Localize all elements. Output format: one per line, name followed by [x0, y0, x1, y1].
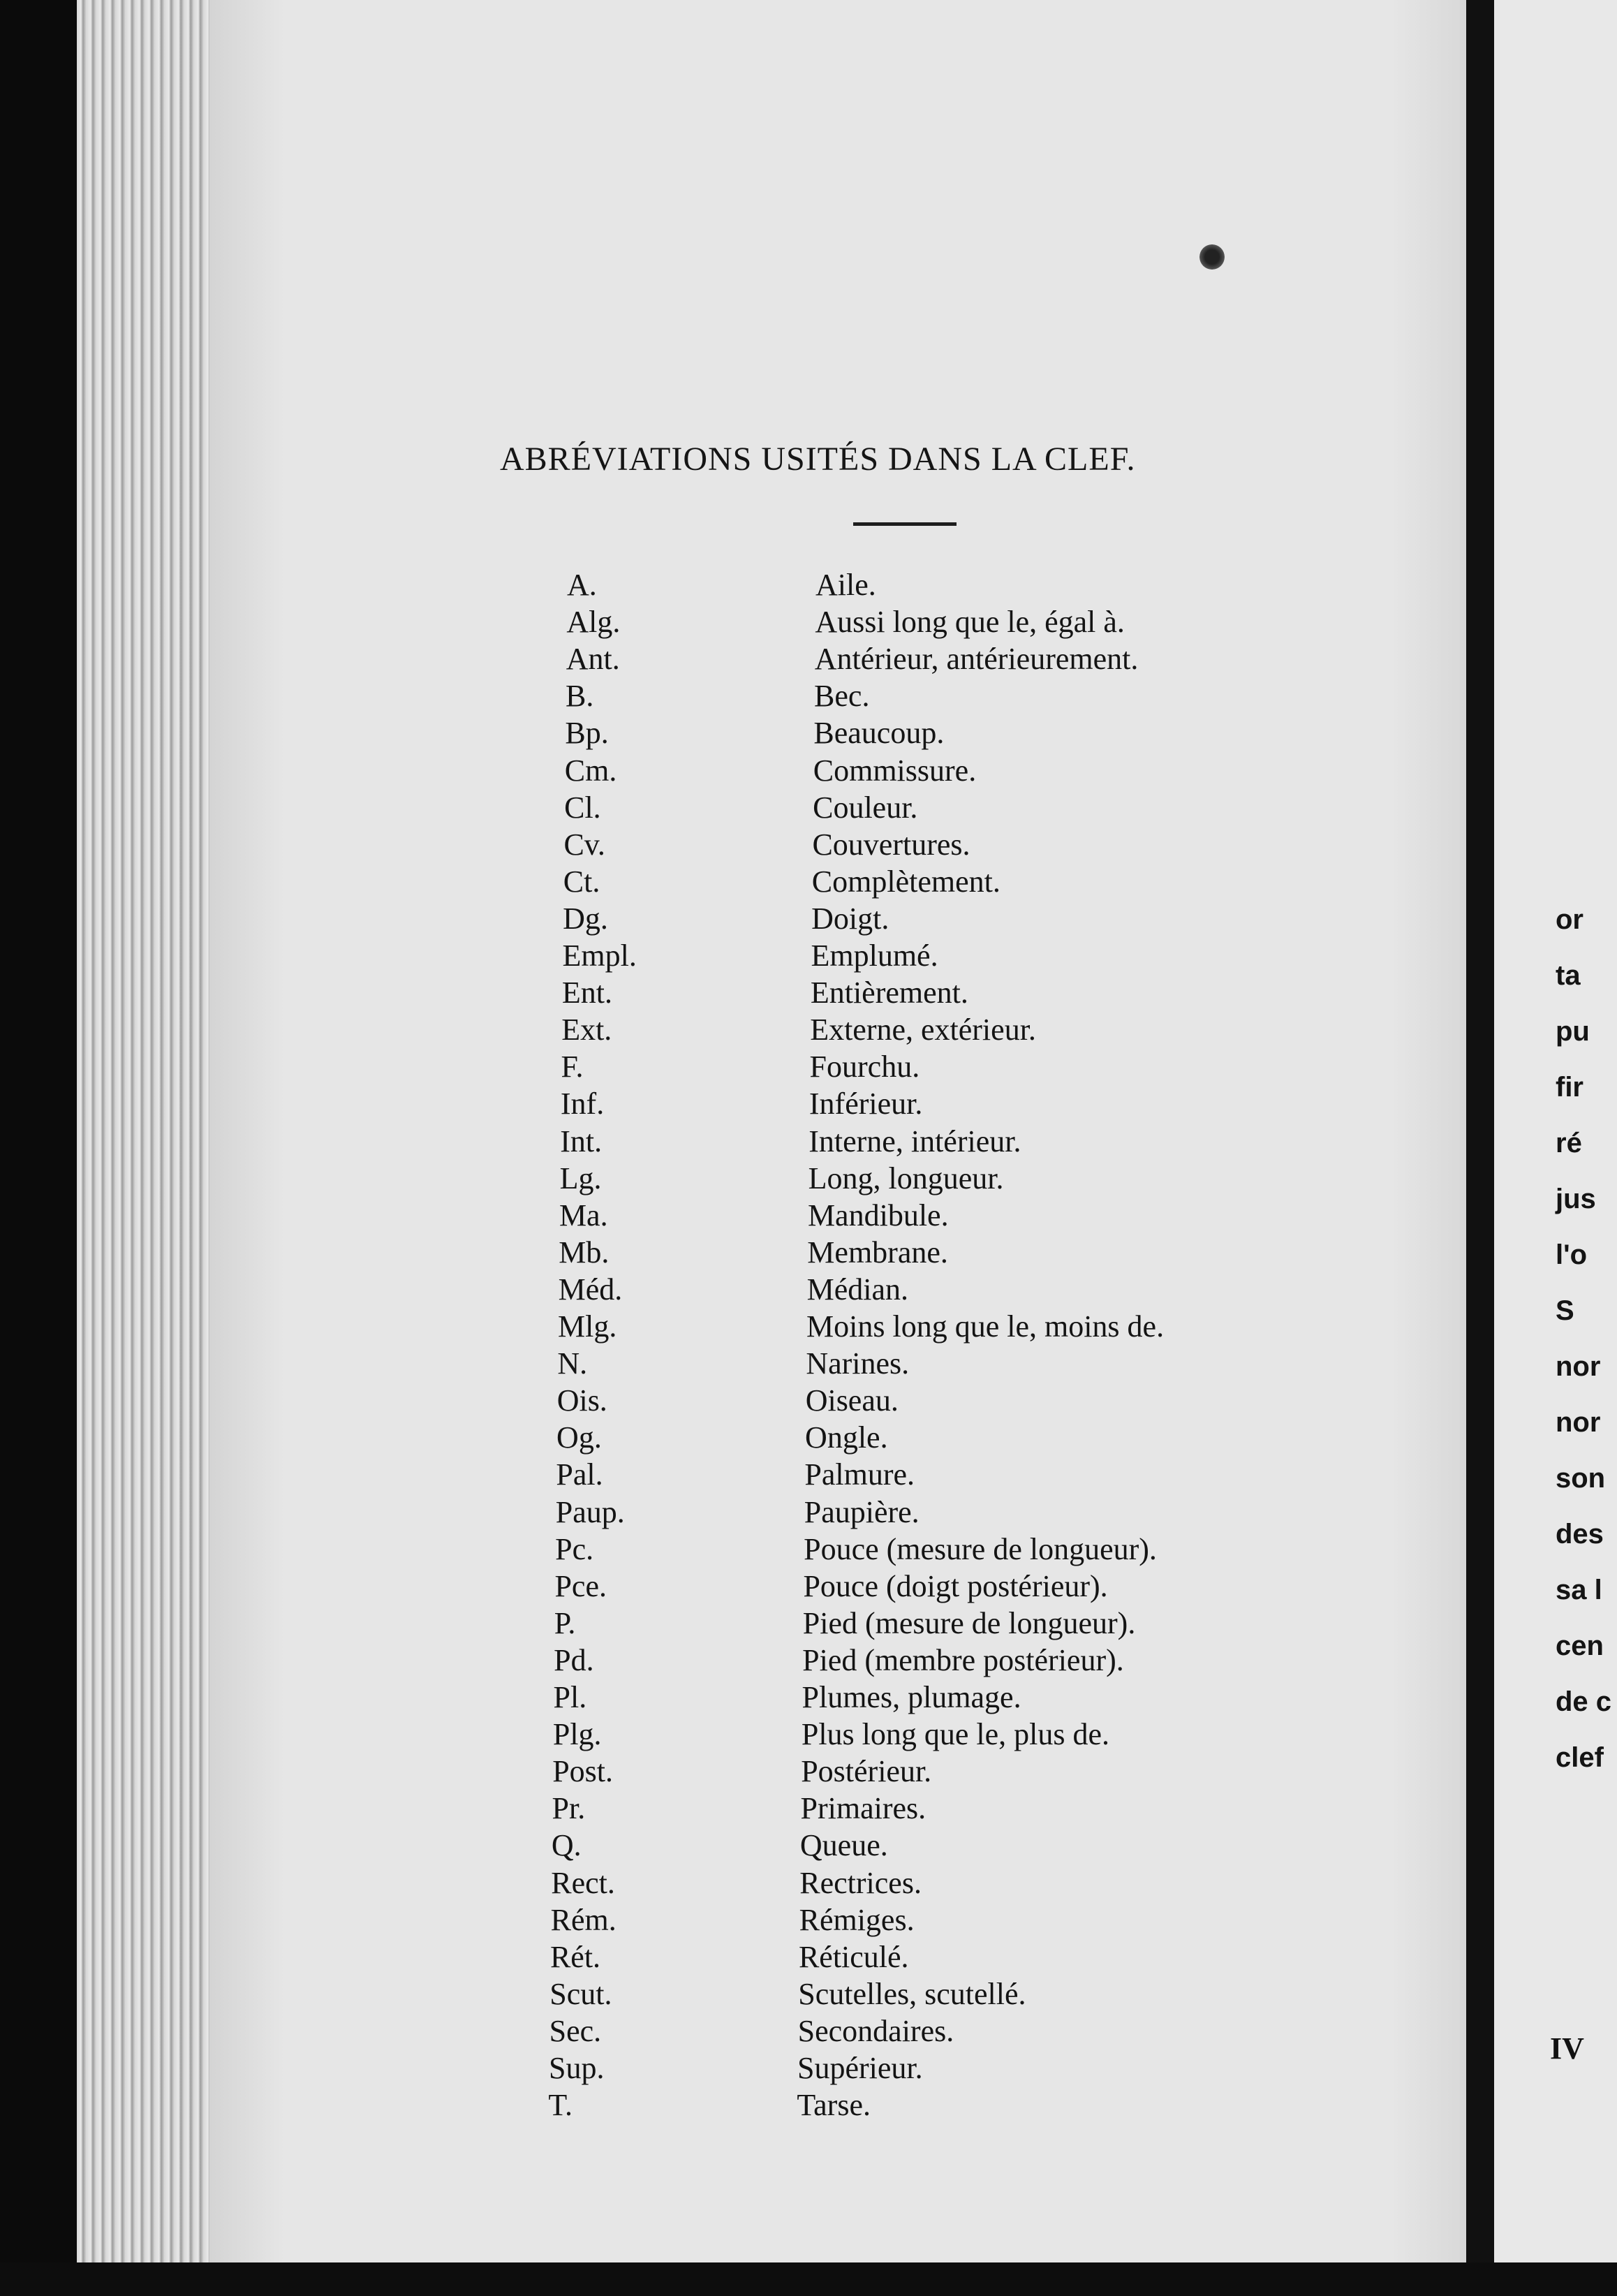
- list-item: [563, 864, 1331, 900]
- abbreviation: N.: [557, 1346, 588, 1381]
- abbreviation-meaning: Paupière.: [804, 1494, 920, 1529]
- list-item: [565, 753, 1333, 789]
- abbreviation: Sec.: [549, 2013, 602, 2048]
- adjacent-page-fragment: l'o: [1556, 1239, 1588, 1270]
- adjacent-page-fragment: ré: [1556, 1128, 1582, 1158]
- abbreviation-meaning: Médian.: [806, 1272, 909, 1307]
- abbreviation: Cl.: [564, 790, 601, 825]
- abbreviation-meaning: Inférieur.: [808, 1087, 923, 1121]
- abbreviation: P.: [554, 1605, 576, 1640]
- list-item: [561, 1086, 1329, 1122]
- abbreviation-meaning: Pouce (mesure de longueur).: [804, 1531, 1157, 1566]
- abbreviation: Paup.: [555, 1494, 625, 1529]
- list-item: [551, 1865, 1319, 1901]
- list-item: [559, 1235, 1327, 1271]
- adjacent-page-fragment: fir: [1556, 1072, 1583, 1103]
- abbreviation: Pal.: [556, 1457, 603, 1492]
- abbreviation: B.: [566, 679, 594, 714]
- abbreviation-meaning: Couleur.: [813, 790, 918, 825]
- abbreviation-meaning: Plumes, plumage.: [802, 1680, 1021, 1714]
- abbreviation-meaning: Membrane.: [807, 1235, 948, 1270]
- abbreviation-meaning: Emplumé.: [811, 939, 938, 973]
- adjacent-page-fragment: cen: [1556, 1631, 1604, 1661]
- abbreviation: Dg.: [563, 901, 608, 936]
- list-item: [561, 1012, 1329, 1048]
- adjacent-page-fragment: son: [1556, 1463, 1606, 1494]
- abbreviation-meaning: Commissure.: [813, 753, 977, 788]
- abbreviation: Inf.: [560, 1087, 605, 1121]
- abbreviation: Og.: [556, 1420, 602, 1455]
- page-title: ABRÉVIATIONS USITÉS DANS LA CLEF.: [500, 441, 1136, 478]
- abbreviation: Int.: [560, 1124, 603, 1158]
- abbreviation: Mlg.: [558, 1309, 617, 1344]
- list-item: [561, 1049, 1329, 1085]
- abbreviation: T.: [548, 2088, 573, 2123]
- list-item: [549, 2050, 1317, 2087]
- abbreviation: Post.: [552, 1754, 614, 1789]
- abbreviation-meaning: Aile.: [815, 568, 876, 602]
- list-item: [564, 790, 1332, 826]
- adjacent-page-fragment: sa l: [1556, 1575, 1602, 1605]
- abbreviation-meaning: Complètement.: [811, 864, 1001, 899]
- abbreviation-meaning: Pied (mesure de longueur).: [802, 1605, 1136, 1640]
- list-item: [554, 1642, 1322, 1679]
- abbreviation: F.: [561, 1050, 584, 1084]
- abbreviation-meaning: Queue.: [799, 1828, 888, 1863]
- list-item: [567, 567, 1335, 603]
- adjacent-page-fragment: or: [1556, 904, 1583, 935]
- adjacent-page-fragment: de c: [1556, 1686, 1612, 1717]
- abbreviation: Rét.: [549, 1939, 601, 1974]
- abbreviation: Pd.: [554, 1642, 594, 1677]
- abbreviation: Bp.: [565, 716, 609, 751]
- title-rule: [853, 522, 957, 526]
- abbreviation: Ct.: [563, 864, 600, 899]
- abbreviation-meaning: Réticulé.: [798, 1939, 909, 1974]
- list-item: [557, 1383, 1325, 1419]
- abbreviation: Ma.: [559, 1198, 608, 1232]
- list-item: [550, 1939, 1318, 1975]
- list-item: [555, 1531, 1323, 1568]
- abbreviation-meaning: Beaucoup.: [813, 716, 945, 751]
- page-marker: IV: [1550, 2031, 1584, 2066]
- list-item: [566, 641, 1334, 677]
- abbreviation-meaning: Antérieur, antérieurement.: [814, 642, 1139, 677]
- abbreviation-meaning: Entièrement.: [810, 976, 968, 1010]
- abbreviation-meaning: Interne, intérieur.: [808, 1124, 1021, 1158]
- abbreviation: Mb.: [559, 1235, 610, 1270]
- abbreviation-meaning: Tarse.: [797, 2088, 871, 2123]
- scan-border: [0, 2262, 1617, 2296]
- list-item: [556, 1420, 1324, 1456]
- abbreviation: Ant.: [566, 642, 620, 677]
- list-item: [557, 1346, 1325, 1382]
- gutter-shadow: [1466, 0, 1494, 2296]
- list-item: [554, 1568, 1322, 1605]
- list-item: [560, 1124, 1328, 1160]
- abbreviation: Sup.: [549, 2051, 605, 2085]
- abbreviation-meaning: Fourchu.: [809, 1050, 920, 1084]
- abbreviation-meaning: Doigt.: [811, 901, 889, 936]
- page-edge-stack: [77, 0, 209, 2296]
- list-item: [559, 1272, 1327, 1308]
- abbreviation-meaning: Bec.: [814, 679, 870, 714]
- adjacent-page-fragment: nor: [1556, 1351, 1601, 1382]
- list-item: [554, 1679, 1322, 1716]
- list-item: [556, 1457, 1324, 1493]
- abbreviation-meaning: Long, longueur.: [808, 1161, 1004, 1195]
- abbreviation-meaning: Pouce (doigt postérieur).: [803, 1568, 1108, 1603]
- list-item: [563, 938, 1331, 974]
- list-item: [563, 827, 1331, 863]
- abbreviation-meaning: Plus long que le, plus de.: [801, 1717, 1110, 1752]
- abbreviation-meaning: Pied (membre postérieur).: [802, 1642, 1124, 1677]
- list-item: [552, 1827, 1320, 1864]
- abbreviation: Ext.: [561, 1013, 612, 1047]
- list-item: [549, 1976, 1317, 2012]
- list-item: [566, 678, 1334, 714]
- abbreviation-meaning: Primaires.: [800, 1791, 926, 1826]
- abbreviation-meaning: Couvertures.: [812, 827, 970, 862]
- adjacent-page-fragment: S: [1556, 1295, 1574, 1326]
- abbreviation-meaning: Ongle.: [805, 1420, 888, 1455]
- abbreviation: A.: [567, 568, 597, 602]
- adjacent-page-fragment: des: [1556, 1519, 1604, 1550]
- adjacent-page-fragment: jus: [1556, 1184, 1596, 1214]
- list-item: [552, 1790, 1320, 1827]
- abbreviation-meaning: Mandibule.: [807, 1198, 949, 1232]
- ornament-icon: [1199, 244, 1225, 270]
- abbreviation: Pr.: [552, 1791, 586, 1826]
- abbreviation-meaning: Moins long que le, moins de.: [806, 1309, 1165, 1344]
- abbreviation: Cv.: [563, 827, 605, 862]
- list-item: [565, 715, 1333, 751]
- abbreviation: Méd.: [558, 1272, 623, 1307]
- list-item: [549, 2013, 1317, 2050]
- abbreviation-meaning: Secondaires.: [797, 2013, 954, 2048]
- adjacent-page-fragment: ta: [1556, 960, 1581, 991]
- abbreviation: Ent.: [561, 976, 612, 1010]
- abbreviation: Q.: [551, 1828, 582, 1863]
- list-item: [558, 1309, 1326, 1345]
- abbreviation-meaning: Palmure.: [804, 1457, 915, 1492]
- abbreviation-meaning: Rectrices.: [799, 1865, 922, 1900]
- abbreviation: Alg.: [566, 605, 621, 640]
- list-item: [566, 604, 1334, 640]
- abbreviation: Pl.: [553, 1680, 587, 1714]
- abbreviation: Rém.: [550, 1902, 616, 1937]
- abbreviation: Rect.: [551, 1865, 615, 1900]
- abbreviation-meaning: Aussi long que le, égal à.: [815, 605, 1125, 640]
- list-item: [562, 975, 1330, 1011]
- list-item: [554, 1605, 1322, 1642]
- adjacent-page-fragment: clef: [1556, 1742, 1604, 1773]
- list-item: [551, 1902, 1319, 1938]
- list-item: [552, 1753, 1320, 1790]
- abbreviation-meaning: Narines.: [806, 1346, 910, 1381]
- abbreviation: Plg.: [552, 1717, 602, 1752]
- list-item: [548, 2087, 1316, 2124]
- abbreviation: Scut.: [549, 1976, 612, 2011]
- adjacent-page-fragment: nor: [1556, 1407, 1601, 1438]
- abbreviation-meaning: Externe, extérieur.: [810, 1013, 1036, 1047]
- abbreviation: Pc.: [555, 1531, 594, 1566]
- abbreviation: Empl.: [562, 939, 637, 973]
- abbreviation-meaning: Scutelles, scutellé.: [798, 1976, 1026, 2011]
- list-item: [563, 901, 1331, 937]
- abbreviation: Ois.: [556, 1383, 607, 1418]
- list-item: [560, 1161, 1328, 1197]
- abbreviation-meaning: Oiseau.: [805, 1383, 899, 1418]
- abbreviation: Cm.: [564, 753, 617, 788]
- abbreviation-meaning: Postérieur.: [801, 1754, 932, 1789]
- list-item: [559, 1198, 1327, 1234]
- abbreviation-meaning: Rémiges.: [799, 1902, 915, 1937]
- abbreviation: Lg.: [559, 1161, 602, 1195]
- abbreviation-meaning: Supérieur.: [797, 2051, 923, 2085]
- adjacent-page-fragment: pu: [1556, 1016, 1590, 1047]
- abbreviation: Pce.: [554, 1568, 607, 1603]
- list-item: [553, 1716, 1321, 1753]
- list-item: [556, 1494, 1324, 1531]
